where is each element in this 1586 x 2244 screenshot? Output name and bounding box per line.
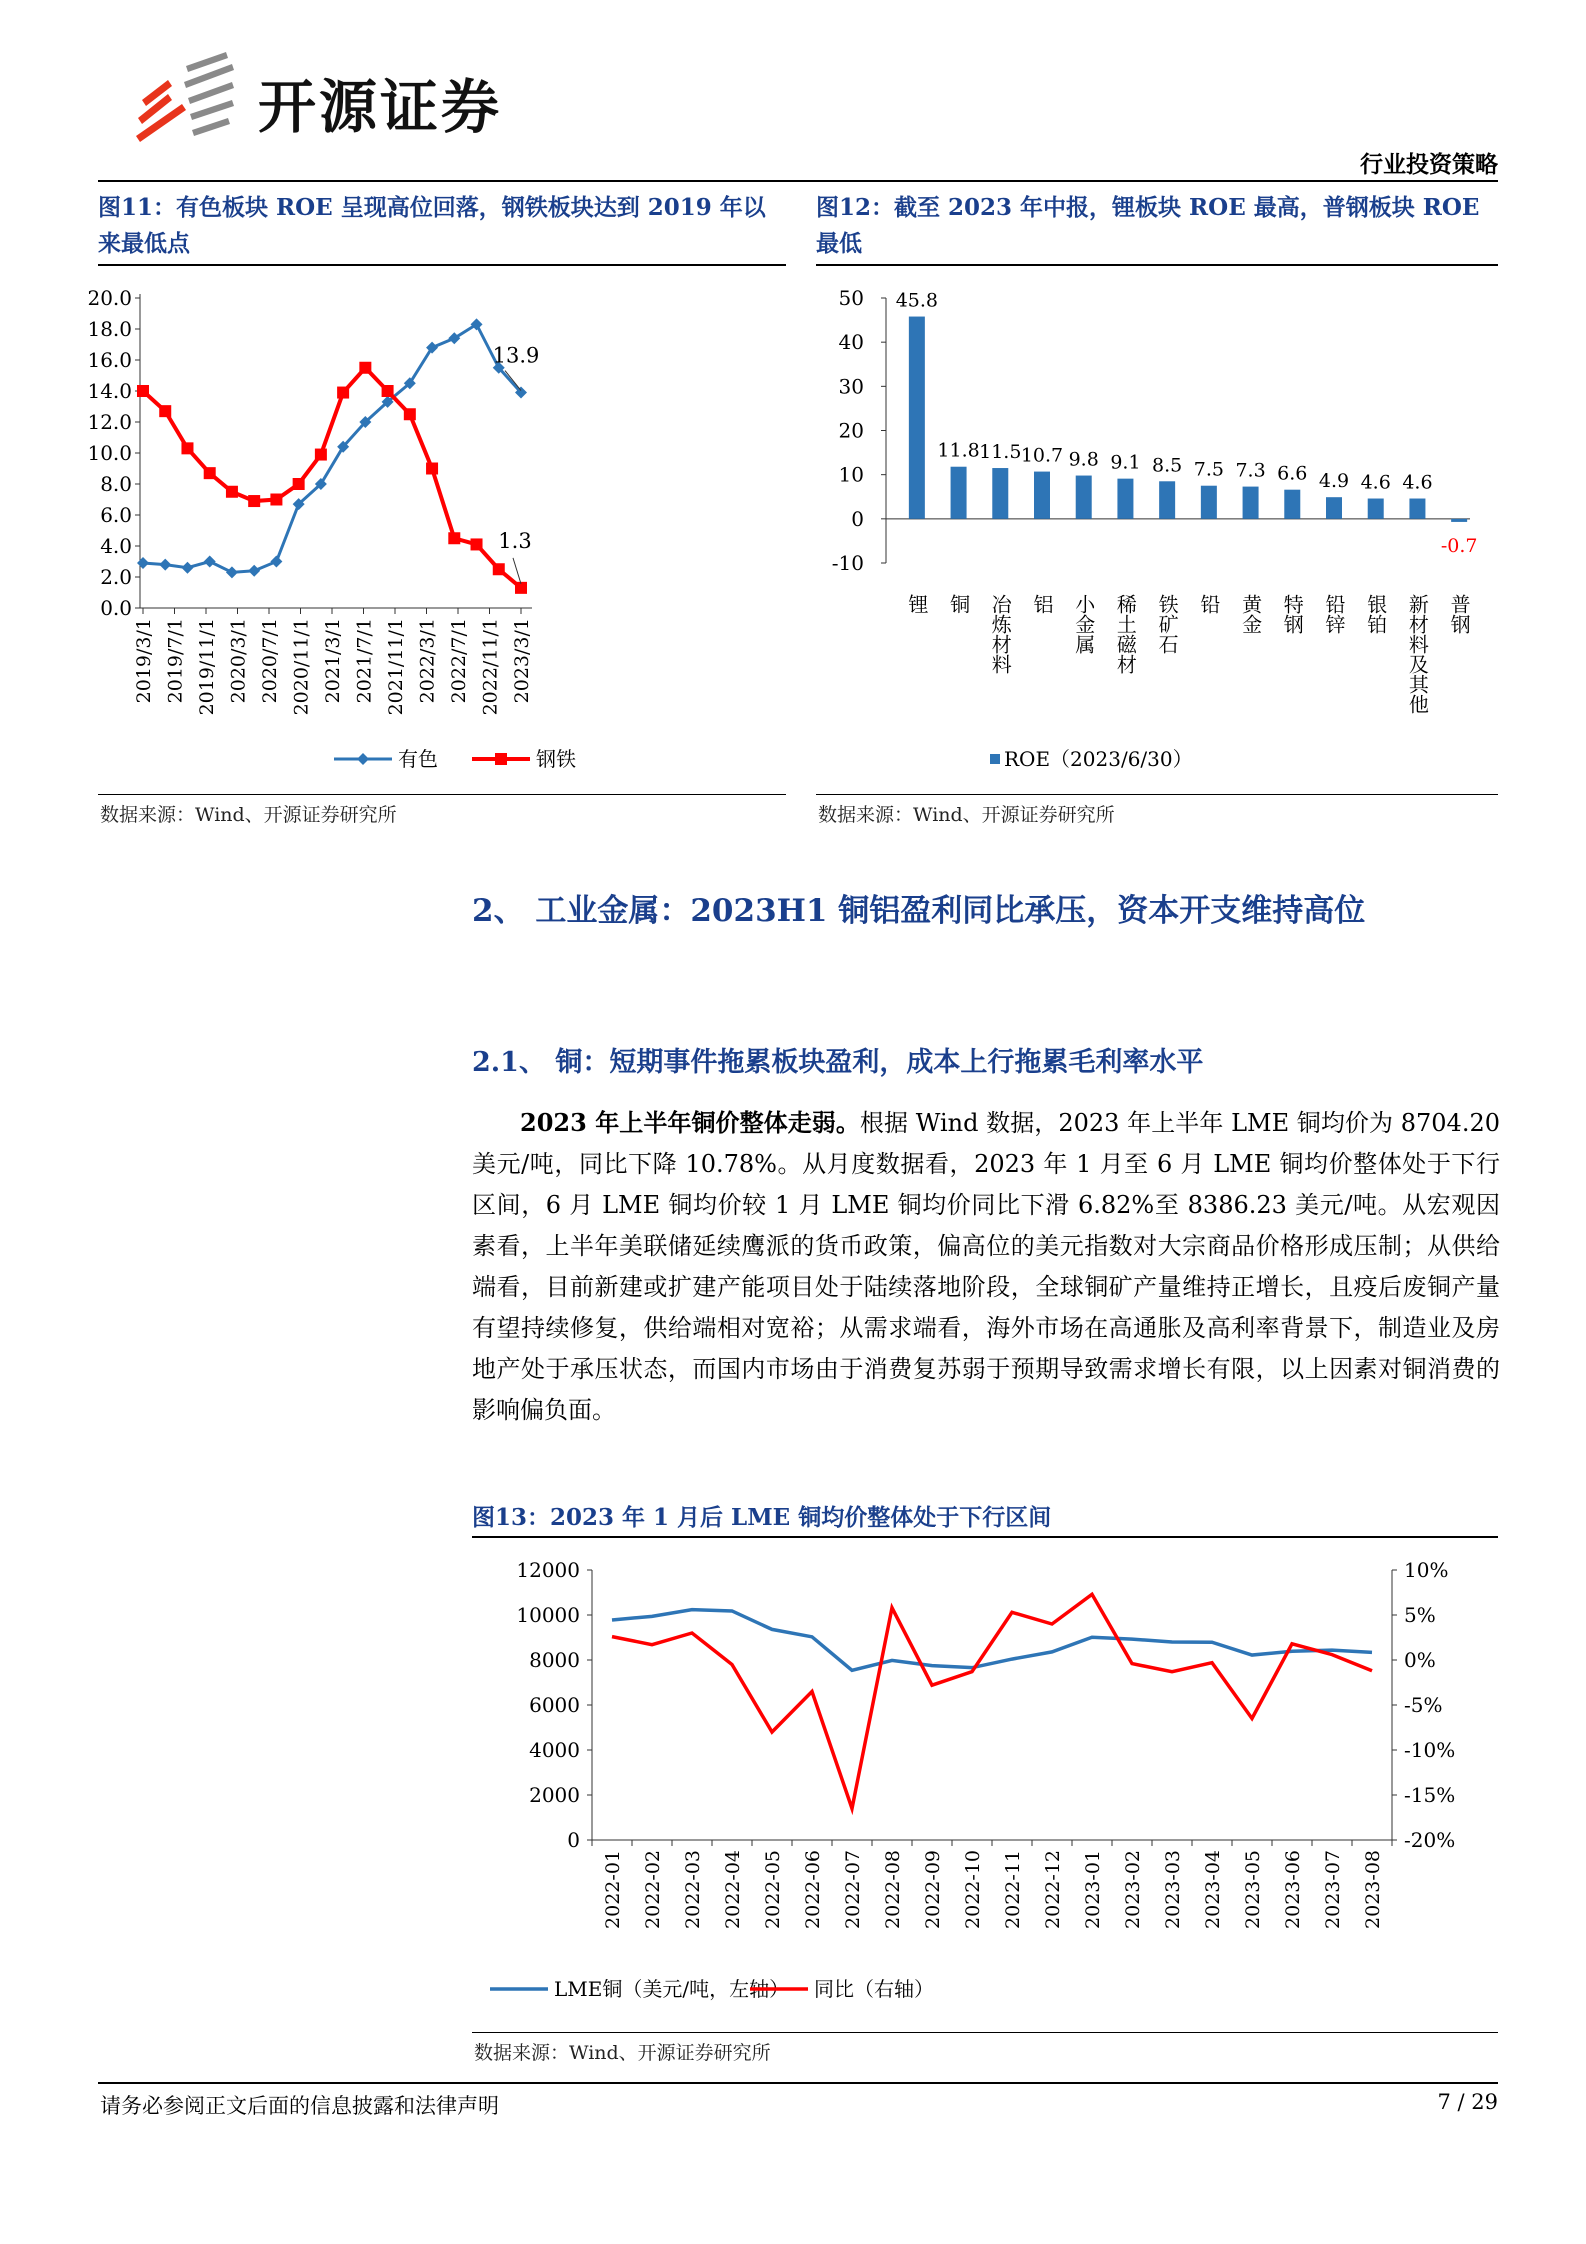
fig13-x-tick-label: 2022-03	[682, 1850, 704, 1929]
fig12-bar	[1451, 519, 1467, 522]
fig11-x-tick-label: 2022/11/1	[479, 618, 502, 716]
fig12-bar-label: 11.8	[937, 439, 980, 462]
fig13-x-tick-label: 2022-05	[762, 1850, 784, 1929]
fig11-chart	[87, 268, 786, 788]
fig12-y-tick-label: 50	[838, 286, 864, 310]
fig11-x-tick-label: 2020/11/1	[290, 618, 313, 716]
fig12-x-tick-label: 铜	[946, 594, 971, 614]
fig12-bar-label: 7.3	[1235, 459, 1266, 482]
fig11-series-2-point	[448, 532, 460, 544]
fig13-x-tick-label: 2023-08	[1362, 1850, 1384, 1929]
fig11-annotation-2: 1.3	[498, 528, 532, 553]
fig12-bar	[1117, 479, 1133, 519]
fig11-series-2-point	[382, 385, 394, 397]
fig11-series-2-point	[471, 538, 483, 550]
fig12-x-tick-label: 普钢	[1447, 594, 1472, 634]
fig13-top-rule	[472, 1536, 1498, 1538]
fig13-x-tick-label: 2022-12	[1042, 1850, 1064, 1929]
fig11-series-2-point	[359, 362, 371, 374]
fig12-x-tick-label: 银铂	[1363, 594, 1388, 634]
fig13-right-tick-label: 10%	[1404, 1558, 1449, 1582]
fig12-bar	[1034, 472, 1050, 519]
fig11-series-1-point	[159, 559, 171, 571]
fig13-right-tick-label: 0%	[1404, 1648, 1436, 1672]
fig11-series-1-point	[181, 562, 193, 574]
footer-rule	[98, 2082, 1498, 2084]
fig12-x-tick-label: 锂	[904, 594, 929, 614]
fig11-x-tick-label: 2019/7/1	[164, 618, 187, 704]
fig13-x-tick-label: 2023-03	[1162, 1850, 1184, 1929]
fig12-bar-label: 9.8	[1068, 448, 1099, 471]
fig13-x-tick-label: 2023-05	[1242, 1850, 1264, 1929]
fig12-bar	[1076, 476, 1092, 519]
fig11-x-tick-label: 2021/7/1	[353, 618, 376, 704]
fig12-bottom-rule	[816, 794, 1498, 795]
fig13-left-tick-label: 10000	[516, 1603, 580, 1627]
section-2-heading: 2、 工业金属：2023H1 铜铝盈利同比承压，资本开支维持高位	[472, 893, 1366, 929]
fig11-bottom-rule	[98, 794, 786, 795]
fig12-x-tick-label: 稀土磁材	[1113, 594, 1138, 674]
fig13-x-tick-label: 2023-02	[1122, 1850, 1144, 1929]
fig11-series-2-line	[143, 368, 521, 588]
fig11-legend-marker-1	[357, 753, 369, 765]
fig12-bar-label: 4.9	[1318, 470, 1350, 493]
header-rule	[98, 180, 1498, 182]
fig12-bar-label: 45.8	[895, 289, 939, 312]
section-2-1-heading: 2.1、 铜：短期事件拖累板块盈利，成本上行拖累毛利率水平	[472, 1047, 1204, 1078]
fig13-x-tick-label: 2023-04	[1202, 1850, 1224, 1929]
fig12-x-tick-label: 铅	[1196, 594, 1221, 614]
fig11-series-2-point	[248, 495, 260, 507]
fig12-bar-label: -0.7	[1440, 534, 1478, 557]
fig11-series-2-point	[204, 467, 216, 479]
fig12-bar	[1326, 497, 1342, 519]
fig11-y-tick-label: 2.0	[100, 565, 132, 589]
fig11-series-2-point	[493, 563, 505, 575]
body-paragraph: 根据 Wind 数据，2023 年上半年 LME 铜均价为 8704.20 美元/吨，同比下降 10.78%。从月度数据看，2023 年 1 月至 6 月 LME 铜均价整体处于下行区间，6 月 LME 铜均价较 1 月 LME 铜均价同比下滑 6.82%至 8386.23 美元/吨。从宏观因素看，上半年美联储延续鹰派的货币政策，偏高位的美元指数对大宗商品价格形成压制；从供给端看，目前新建或扩建产能项目处于陆续落地阶段，全球铜矿产量维持正增长，且疫后废铜产量有望持续修复，供给端相对宽裕；从需求端看，海外市场在高通胀及高利率背景下，制造业及房地产处于承压状态，而国内市场由于消费复苏弱于预期导致需求增长有限，以上因素对铜消费的影响偏负面。	[472, 1109, 1500, 1424]
fig12-bar-label: 6.6	[1277, 462, 1308, 485]
fig12-bar	[909, 317, 925, 519]
fig11-series-2-point	[181, 442, 193, 454]
fig12-bar	[992, 468, 1008, 519]
fig13-left-tick-label: 8000	[529, 1648, 580, 1672]
fig12-x-tick-label: 小金属	[1071, 594, 1096, 654]
fig12-y-tick-label: 10	[838, 462, 864, 487]
fig12-y-tick-label: 30	[838, 374, 864, 399]
fig11-y-tick-label: 20.0	[87, 286, 132, 310]
fig12-x-tick-label: 冶炼材料	[988, 594, 1013, 674]
fig12-bar	[1368, 499, 1384, 519]
fig11-series-1-line	[143, 324, 521, 572]
fig13-x-tick-label: 2022-01	[602, 1850, 624, 1929]
fig13-x-tick-label: 2022-11	[1002, 1850, 1024, 1929]
fig11-y-tick-label: 12.0	[87, 410, 132, 434]
fig11-top-rule	[98, 264, 786, 266]
fig11-y-tick-label: 16.0	[87, 348, 132, 372]
fig11-x-tick-label: 2023/3/1	[511, 618, 533, 704]
fig13-bottom-rule	[472, 2032, 1498, 2033]
fig13-source: 数据来源：Wind、开源证券研究所	[474, 2042, 771, 2064]
fig12-chart	[816, 268, 1498, 788]
fig13-right-tick-label: -10%	[1404, 1738, 1456, 1762]
fig12-y-tick-label: 0	[851, 506, 864, 531]
fig12-bar-label: 8.5	[1152, 454, 1183, 477]
fig12-x-tick-label: 特钢	[1280, 594, 1305, 634]
footer-disclaimer: 请务必参阅正文后面的信息披露和法律声明	[100, 2094, 499, 2118]
fig13-chart	[472, 1540, 1498, 2030]
fig11-title: 图11：有色板块 ROE 呈现高位回落，钢铁板块达到 2019 年以来最低点	[98, 194, 766, 257]
fig12-source: 数据来源：Wind、开源证券研究所	[818, 804, 1115, 826]
fig12-y-tick-label: -10	[831, 551, 864, 575]
fig11-series-2-point	[315, 449, 327, 461]
logo-mark-icon	[128, 48, 248, 148]
fig12-x-tick-label: 铝	[1030, 594, 1054, 614]
fig11-y-tick-label: 10.0	[87, 441, 132, 465]
report-type: 行业投资策略	[1360, 152, 1498, 178]
fig12-x-tick-label: 铁矿石	[1155, 594, 1180, 654]
section-2-1-body	[472, 1102, 1500, 1431]
fig12-title: 图12：截至 2023 年中报，锂板块 ROE 最高，普钢板块 ROE 最低	[816, 194, 1480, 257]
fig13-left-tick-label: 2000	[529, 1783, 580, 1807]
body-lead: 2023 年上半年铜价整体走弱。	[520, 1108, 860, 1137]
fig11-legend-label-1: 有色	[398, 747, 438, 771]
fig12-y-tick-label: 40	[838, 330, 864, 355]
fig13-right-tick-label: -20%	[1404, 1828, 1456, 1852]
fig12-x-tick-label: 铅锌	[1322, 594, 1346, 634]
fig13-series-2-line	[612, 1594, 1372, 1808]
fig13-x-tick-label: 2022-09	[922, 1850, 944, 1929]
fig11-x-tick-label: 2022/3/1	[416, 618, 439, 704]
page-number: 7 / 29	[1437, 2090, 1498, 2114]
fig11-annotation-leader	[505, 371, 521, 391]
fig11-series-2-point	[270, 494, 282, 506]
fig12-bar	[1284, 490, 1300, 519]
fig11-legend-label-2: 钢铁	[536, 747, 576, 771]
fig13-right-tick-label: 5%	[1404, 1603, 1436, 1627]
fig11-series-2-point	[337, 387, 349, 399]
fig13-x-tick-label: 2022-07	[842, 1850, 864, 1929]
fig12-bar	[951, 467, 967, 519]
fig12-top-rule	[816, 264, 1498, 266]
fig12-bar-label: 7.5	[1193, 458, 1224, 481]
company-name: 开源证券	[258, 73, 503, 141]
fig13-x-tick-label: 2022-06	[802, 1850, 824, 1929]
fig11-x-tick-label: 2021/11/1	[385, 618, 407, 716]
fig12-bar-label: 10.7	[1020, 444, 1064, 467]
fig11-y-tick-label: 14.0	[87, 379, 132, 403]
fig11-legend-marker-2	[495, 753, 507, 765]
fig11-y-tick-label: 4.0	[100, 534, 132, 558]
fig13-title: 图13：2023 年 1 月后 LME 铜均价整体处于下行区间	[472, 1504, 1052, 1531]
fig11-annotation-1: 13.9	[492, 343, 540, 368]
fig12-bar	[1243, 487, 1259, 519]
fig13-x-tick-label: 2023-06	[1282, 1850, 1304, 1929]
fig13-x-tick-label: 2023-07	[1322, 1850, 1344, 1929]
fig11-series-2-point	[293, 478, 305, 490]
fig11-y-tick-label: 0.0	[100, 596, 132, 620]
fig13-x-tick-label: 2022-04	[722, 1850, 744, 1929]
fig11-source: 数据来源：Wind、开源证券研究所	[100, 804, 397, 826]
fig13-right-tick-label: -5%	[1404, 1693, 1443, 1717]
fig11-series-2-point	[404, 408, 416, 420]
fig13-legend-label-1: LME铜（美元/吨，左轴）	[554, 1977, 790, 2001]
fig13-legend-label-2: 同比（右轴）	[814, 1977, 934, 2001]
fig12-bar-label: 9.1	[1110, 451, 1141, 474]
fig13-left-tick-label: 6000	[529, 1693, 580, 1717]
fig13-x-tick-label: 2022-02	[642, 1850, 664, 1929]
fig12-legend-label: ROE（2023/6/30）	[1004, 747, 1193, 771]
fig12-x-tick-label: 新材料及其他	[1405, 594, 1430, 714]
fig11-series-2-point	[426, 463, 438, 475]
fig12-legend-swatch	[990, 754, 1000, 764]
fig13-x-tick-label: 2022-10	[962, 1850, 984, 1929]
fig12-bar-label: 4.6	[1402, 471, 1433, 494]
company-logo	[128, 48, 248, 148]
fig12-bar-label: 4.6	[1360, 471, 1391, 494]
fig11-series-2-point	[226, 486, 238, 498]
fig11-series-2-point	[137, 385, 149, 397]
fig11-y-tick-label: 6.0	[100, 503, 132, 527]
fig11-series-1-point	[248, 565, 260, 577]
fig11-series-1-point	[204, 556, 216, 568]
fig11-series-1-point	[137, 557, 149, 569]
fig13-left-tick-label: 12000	[516, 1558, 580, 1582]
fig11-x-tick-label: 2019/3/1	[133, 618, 155, 704]
fig12-y-tick-label: 20	[838, 418, 864, 443]
fig12-bar-label: 11.5	[979, 441, 1022, 464]
fig12-x-tick-label: 黄金	[1238, 594, 1263, 634]
fig11-x-tick-label: 2020/7/1	[259, 618, 281, 704]
fig11-series-1-point	[226, 566, 238, 578]
fig11-y-tick-label: 18.0	[87, 317, 132, 341]
fig13-left-tick-label: 4000	[529, 1738, 580, 1762]
fig12-bar	[1409, 499, 1425, 519]
fig11-series-2-point	[159, 405, 171, 417]
fig12-bar	[1201, 486, 1217, 519]
fig11-x-tick-label: 2022/7/1	[448, 618, 470, 704]
fig13-x-tick-label: 2022-08	[882, 1850, 904, 1929]
fig11-series-1-point	[270, 556, 282, 568]
fig11-x-tick-label: 2020/3/1	[227, 618, 250, 704]
fig13-right-tick-label: -15%	[1404, 1783, 1456, 1807]
fig11-y-tick-label: 8.0	[100, 472, 132, 496]
fig11-x-tick-label: 2021/3/1	[322, 618, 344, 704]
fig13-left-tick-label: 0	[567, 1828, 580, 1852]
fig12-bar	[1159, 481, 1175, 519]
fig11-x-tick-label: 2019/11/1	[196, 618, 218, 716]
fig13-x-tick-label: 2023-01	[1082, 1850, 1104, 1929]
